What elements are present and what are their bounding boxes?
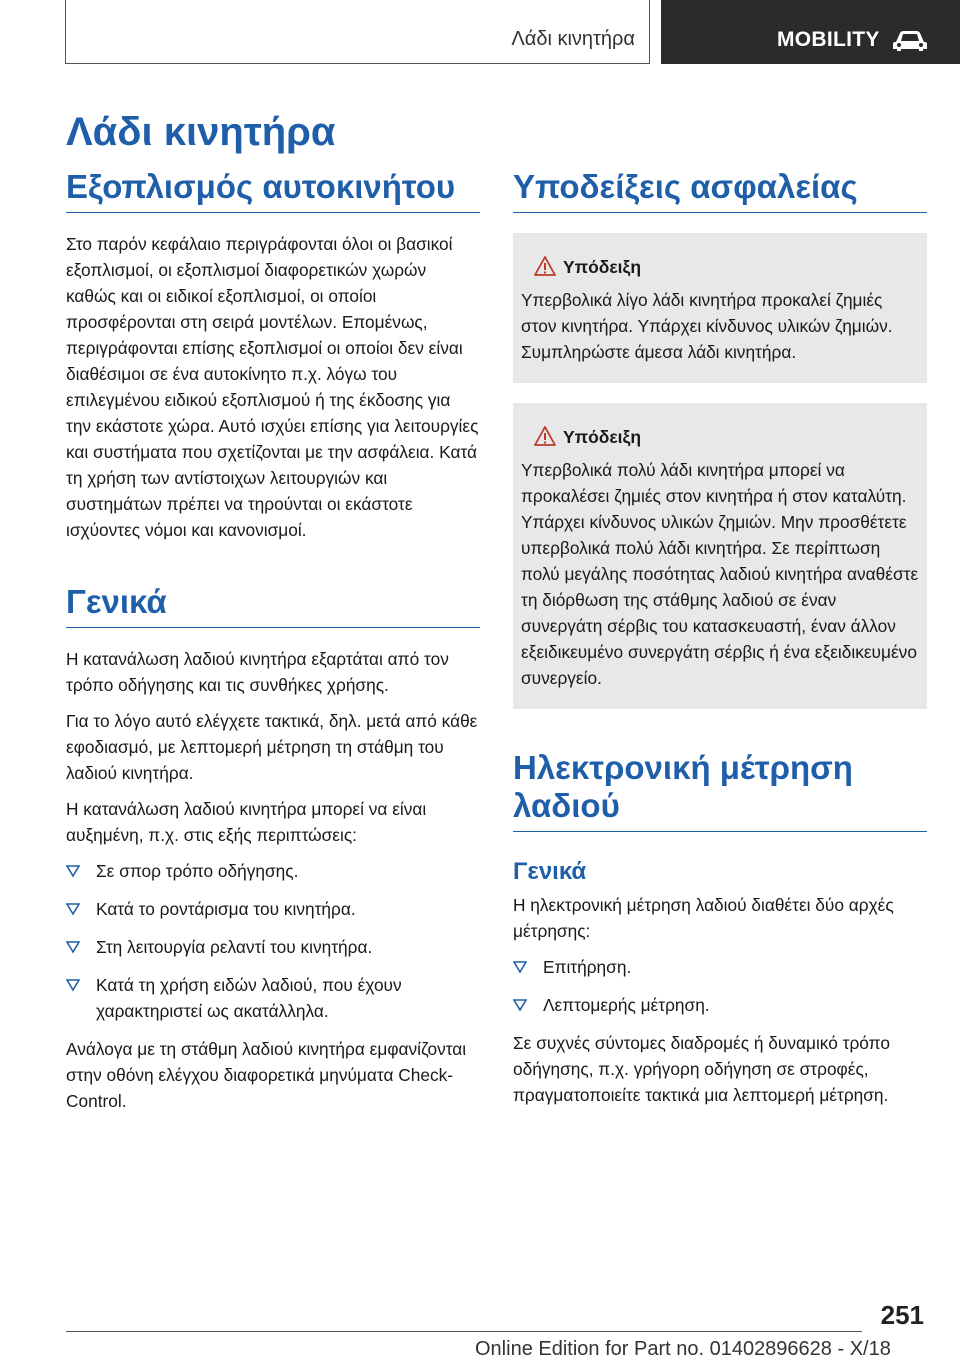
page-title: Λάδι κινητήρα <box>66 110 336 154</box>
note-title: Υπόδειξη <box>563 426 642 447</box>
list-item-text: Στη λειτουργία ρελαντί του κινητήρα. <box>96 936 373 957</box>
left-column <box>66 168 480 1124</box>
mobility-tab[interactable] <box>661 0 960 64</box>
warning-icon <box>533 425 557 447</box>
safety-note <box>513 403 927 709</box>
note-title: Υπόδειξη <box>563 256 642 277</box>
list-item <box>513 954 927 980</box>
triangle-bullet-icon <box>66 940 80 954</box>
triangle-bullet-icon <box>66 902 80 916</box>
list-item <box>66 858 480 884</box>
electronic-p1: Η ηλεκτρονική μέτρηση λαδιού διαθέτει δύο αρχές μέτρησης: <box>513 894 894 941</box>
note-header <box>521 255 919 279</box>
list-item <box>513 992 927 1018</box>
general-heading: Γενικά <box>66 583 480 628</box>
triangle-bullet-icon <box>513 960 527 974</box>
general-p1: Η κατανάλωση λαδιού κινητήρα εξαρτάται από τον τρόπο οδήγησης και τις συνθήκες χρήσης. <box>66 648 449 695</box>
warning-icon <box>533 255 557 277</box>
triangle-bullet-icon <box>66 864 80 878</box>
safety-heading: Υποδείξεις ασφαλείας <box>513 168 927 213</box>
triangle-bullet-icon <box>513 998 527 1012</box>
note-text: Υπερβολικά λίγο λάδι κινητήρα προκαλεί ζημιές στον κινητήρα. Υπάρχει κίνδυνος υλικών ζημιών. Συμπληρώστε άμεσα λάδι κινητήρα. <box>521 289 893 362</box>
header-section-title: Λάδι κινητήρα <box>511 28 635 50</box>
page-number: 251 <box>880 1300 924 1330</box>
equipment-text: Στο παρόν κεφάλαιο περιγράφονται όλοι οι βασικοί εξοπλισμοί, οι εξοπλισμοί διαφορετικών χωρών καθώς και οι ειδικοί εξοπλισμοί, οι οποίοι προσφέρονται στη σειρά μοντέλων. Επομένως, περιγράφονται επίσης εξοπλισμοί οι οποίοι δεν είναι διαθέσιμοι σε ένα αυτοκίνητο π.χ. λόγω του επιλεγμένου ειδικού εξοπλισμού ή της έκδοσης για την εκάστοτε χώρα. Αυτό ισχύει επίσης για λειτουργίες και συστήματα που σχετίζονται με την ασφάλεια. Κατά τη χρήση των αντίστοιχων λειτουργιών και συστημάτων πρέπει να τηρούνται οι εκάστοτε ισχύοντες νόμοι και κανονισμοί. <box>66 233 479 540</box>
general-p3: Η κατανάλωση λαδιού κινητήρα μπορεί να είναι αυξημένη, π.χ. στις εξής περιπτώσεις: <box>66 798 427 845</box>
general-p4: Ανάλογα με τη στάθμη λαδιού κινητήρα εμφανίζονται στην οθόνη ελέγχου διαφορετικά μηνύματα Check-Control. <box>66 1038 467 1111</box>
list-item <box>66 896 480 922</box>
footer-edition: Online Edition for Part no. 01402896628 - X/18 <box>475 1338 891 1360</box>
list-item-text: Κατά τη χρήση ειδών λαδιού, που έχουν χαρακτηριστεί ως ακατάλληλα. <box>96 974 402 1021</box>
general-p2: Για το λόγο αυτό ελέγχετε τακτικά, δηλ. μετά από κάθε εφοδιασμό, με λεπτομερή μέτρηση τη στάθμη του λαδιού κινητήρα. <box>66 710 478 783</box>
triangle-bullet-icon <box>66 978 80 992</box>
general-bullet-list <box>66 858 480 1024</box>
list-item-text: Σε σπορ τρόπο οδήγησης. <box>96 860 299 881</box>
header-title-box <box>65 0 650 64</box>
list-item-text: Λεπτομερής μέτρηση. <box>543 994 710 1015</box>
note-text: Υπερβολικά πολύ λάδι κινητήρα μπορεί να προκαλέσει ζημιές στον κινητήρα ή στον καταλύτη. Υπάρχει κίνδυνος υλικών ζημιών. Μην προσθέτετε υπερβολικά πολύ λάδι κινητήρα. Σε περίπτωση πολύ μεγάλης ποσότητας λαδιού κινητήρα αναθέστε τη διόρθωση της στάθμης λαδιού σε έναν συνεργάτη σέρβις του κατασκευαστή, έναν άλλον εξειδικευμένο συνεργάτη σέρβις ή ένα εξειδικευμένο συνεργείο. <box>521 459 919 688</box>
equipment-heading: Εξοπλισμός αυτοκινήτου <box>66 168 480 213</box>
list-item <box>66 934 480 960</box>
list-item-text: Επιτήρηση. <box>543 956 632 977</box>
safety-note <box>513 233 927 383</box>
footer-divider <box>66 1331 862 1332</box>
right-column <box>513 168 927 1118</box>
electronic-bullet-list <box>513 954 927 1018</box>
list-item <box>66 972 480 1024</box>
electronic-heading: Ηλεκτρονική μέτρηση λαδιού <box>513 749 927 832</box>
mobility-label: MOBILITY <box>777 28 880 51</box>
electronic-subheading: Γενικά <box>513 857 587 885</box>
note-header <box>521 425 919 449</box>
electronic-p2: Σε συχνές σύντομες διαδρομές ή δυναμικό τρόπο οδήγησης, π.χ. γρήγορη οδήγηση σε στροφές, πραγματοποιείτε τακτικά μια λεπτομερή μέτρηση. <box>513 1032 890 1105</box>
list-item-text: Κατά το ροντάρισμα του κινητήρα. <box>96 898 356 919</box>
car-icon <box>892 28 928 52</box>
